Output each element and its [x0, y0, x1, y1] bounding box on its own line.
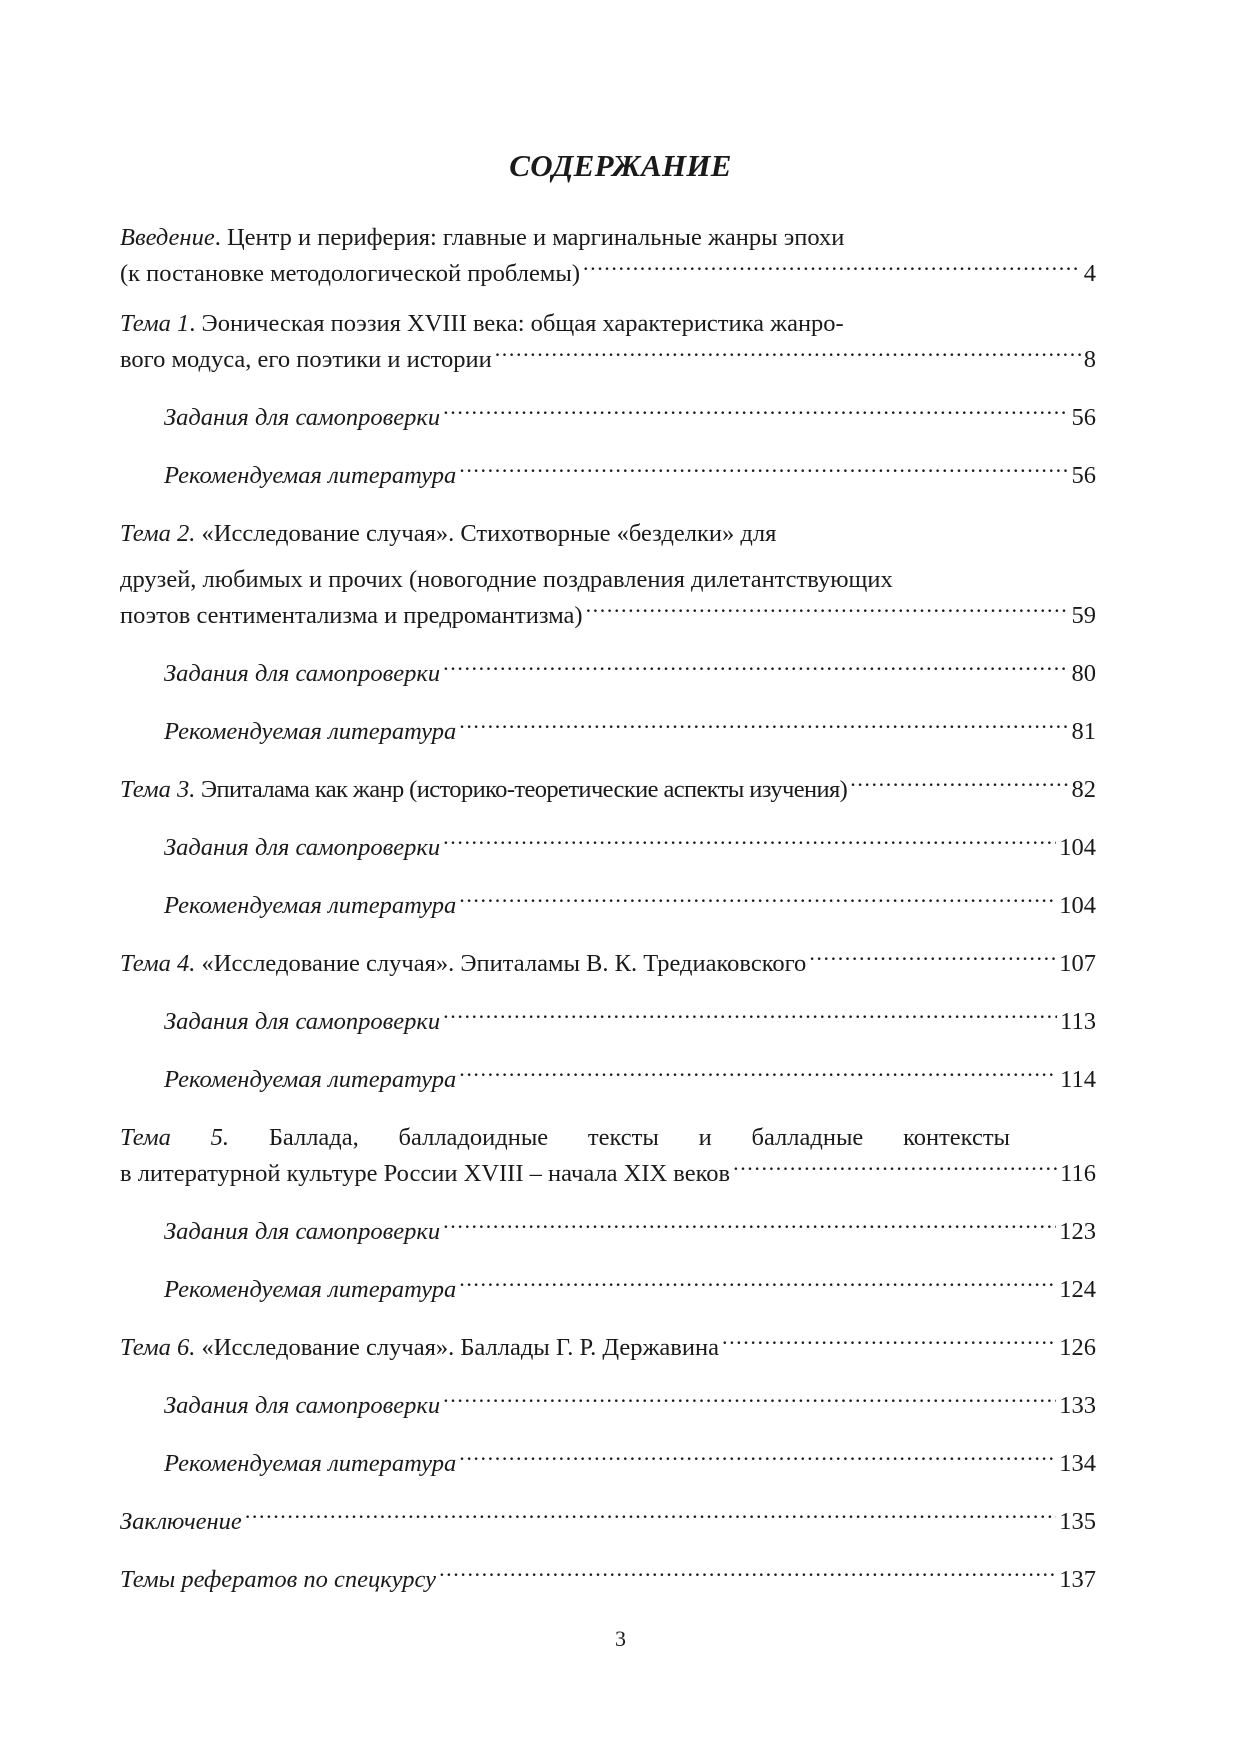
- toc-subentry-self-check[interactable]: [120, 656, 1096, 692]
- toc-leader: [459, 463, 1068, 483]
- toc-page-number: 4: [1083, 260, 1096, 287]
- toc-label: Тема 2.: [120, 520, 196, 547]
- toc-page-number: 8: [1083, 346, 1096, 373]
- toc-leader: [459, 1451, 1056, 1471]
- toc-entry-topic-5[interactable]: [120, 1120, 1096, 1192]
- toc-leader: [459, 719, 1068, 739]
- toc-title: Рекомендуемая литература: [164, 1066, 457, 1093]
- toc-title: «Исследование случая». Эпиталамы В. К. Тредиаковского: [195, 950, 807, 977]
- toc-title: Задания для самопроверки: [164, 660, 441, 687]
- toc-title-cont: друзей, любимых и прочих (новогодние поздравления дилетантствующих: [120, 566, 893, 593]
- toc-leader: [443, 1393, 1056, 1413]
- toc-title: Рекомендуемая литература: [164, 718, 457, 745]
- toc-subentry-self-check[interactable]: [120, 400, 1096, 436]
- toc-label: Введение: [120, 224, 215, 251]
- toc-page-number: 104: [1059, 892, 1096, 919]
- toc-entry-topic-6[interactable]: [120, 1330, 1096, 1366]
- toc-leader: [459, 893, 1056, 913]
- toc-page-number: 135: [1059, 1508, 1096, 1535]
- table-of-contents: [120, 220, 1096, 1598]
- toc-subentry-literature[interactable]: [120, 714, 1096, 750]
- toc-leader: [459, 1277, 1056, 1297]
- toc-title-cont: (к постановке методологической проблемы): [120, 260, 580, 287]
- toc-page-number: 126: [1059, 1334, 1096, 1361]
- toc-leader: [443, 835, 1056, 855]
- toc-title: Заключение: [120, 1508, 242, 1535]
- toc-title-cont: в литературной культуре России XVIII – начала XIX веков: [120, 1160, 731, 1187]
- toc-entry-essay-topics[interactable]: [120, 1562, 1096, 1598]
- toc-entry-conclusion[interactable]: [120, 1504, 1096, 1540]
- toc-label: Тема 3.: [120, 776, 196, 803]
- toc-leader: [722, 1335, 1056, 1355]
- toc-label: Тема 6.: [120, 1334, 196, 1361]
- toc-label: Тема 4.: [120, 950, 196, 977]
- toc-leader: [850, 777, 1068, 797]
- toc-subentry-self-check[interactable]: [120, 1004, 1096, 1040]
- toc-title: «Исследование случая». Баллады Г. Р. Державина: [195, 1334, 719, 1361]
- toc-title-cont: вого модуса, его поэтики и истории: [120, 346, 492, 373]
- toc-leader: [439, 1567, 1056, 1587]
- toc-title: . Центр и периферия: главные и маргинальные жанры эпохи: [214, 224, 845, 251]
- toc-page-number: 82: [1071, 776, 1096, 803]
- toc-subentry-self-check[interactable]: [120, 1214, 1096, 1250]
- toc-leader: [443, 1219, 1056, 1239]
- toc-page-number: 116: [1060, 1160, 1096, 1187]
- toc-title: . Эоническая поэзия XVIII века: общая характеристика жанро-: [189, 310, 844, 337]
- toc-subentry-literature[interactable]: [120, 1446, 1096, 1482]
- toc-page-number: 133: [1059, 1392, 1096, 1419]
- toc-leader: [495, 347, 1081, 367]
- toc-leader: [586, 603, 1069, 623]
- toc-page-number: 134: [1059, 1450, 1096, 1477]
- toc-title-cont: поэтов сентиментализма и предромантизма): [120, 602, 583, 629]
- toc-leader: [459, 1067, 1057, 1087]
- toc-title: Рекомендуемая литература: [164, 1450, 457, 1477]
- toc-page-number: 56: [1071, 404, 1096, 431]
- toc-page-number: 114: [1060, 1066, 1096, 1093]
- toc-subentry-self-check[interactable]: [120, 1388, 1096, 1424]
- toc-leader: [733, 1161, 1057, 1181]
- toc-title: Задания для самопроверки: [164, 834, 441, 861]
- toc-leader: [245, 1509, 1056, 1529]
- toc-subentry-literature[interactable]: [120, 888, 1096, 924]
- toc-leader: [443, 661, 1068, 681]
- toc-entry-topic-3[interactable]: [120, 772, 1096, 808]
- toc-subentry-literature[interactable]: [120, 1272, 1096, 1308]
- toc-title: Рекомендуемая литература: [164, 462, 457, 489]
- toc-leader: [443, 405, 1068, 425]
- toc-title: Задания для самопроверки: [164, 1392, 441, 1419]
- page-title: СОДЕРЖАНИЕ: [509, 148, 732, 183]
- toc-label: Тема 5.: [120, 1124, 230, 1151]
- toc-leader: [443, 1009, 1057, 1029]
- toc-leader: [583, 261, 1081, 281]
- toc-subentry-literature[interactable]: [120, 458, 1096, 494]
- toc-page-number: 124: [1059, 1276, 1096, 1303]
- page-number: 3: [615, 1626, 626, 1651]
- toc-page-number: 59: [1071, 602, 1096, 629]
- toc-title: Рекомендуемая литература: [164, 1276, 457, 1303]
- toc-label: Тема 1: [120, 310, 190, 337]
- toc-page-number: 80: [1071, 660, 1096, 687]
- toc-page-number: 56: [1071, 462, 1096, 489]
- toc-title: Эпиталама как жанр (историко-теоретические аспекты изучения): [195, 776, 848, 803]
- toc-page-number: 123: [1059, 1218, 1096, 1245]
- toc-entry-topic-2[interactable]: [120, 516, 1096, 634]
- toc-title: Баллада, балладоидные тексты и балладные контексты: [229, 1124, 1011, 1151]
- toc-subentry-self-check[interactable]: [120, 830, 1096, 866]
- toc-title: Задания для самопроверки: [164, 1218, 441, 1245]
- toc-title: Задания для самопроверки: [164, 1008, 441, 1035]
- toc-title: Задания для самопроверки: [164, 404, 441, 431]
- toc-leader: [809, 951, 1056, 971]
- toc-title: Рекомендуемая литература: [164, 892, 457, 919]
- toc-entry-topic-4[interactable]: [120, 946, 1096, 982]
- toc-entry-topic-1[interactable]: [120, 306, 1096, 378]
- toc-page-number: 107: [1059, 950, 1096, 977]
- toc-page-number: 104: [1059, 834, 1096, 861]
- toc-page-number: 137: [1059, 1566, 1096, 1593]
- toc-page-number: 113: [1060, 1008, 1096, 1035]
- toc-subentry-literature[interactable]: [120, 1062, 1096, 1098]
- toc-entry-introduction[interactable]: [120, 220, 1096, 292]
- toc-page-number: 81: [1071, 718, 1096, 745]
- toc-title: «Исследование случая». Стихотворные «безделки» для: [195, 520, 777, 547]
- toc-title: Темы рефератов по спецкурсу: [120, 1566, 437, 1593]
